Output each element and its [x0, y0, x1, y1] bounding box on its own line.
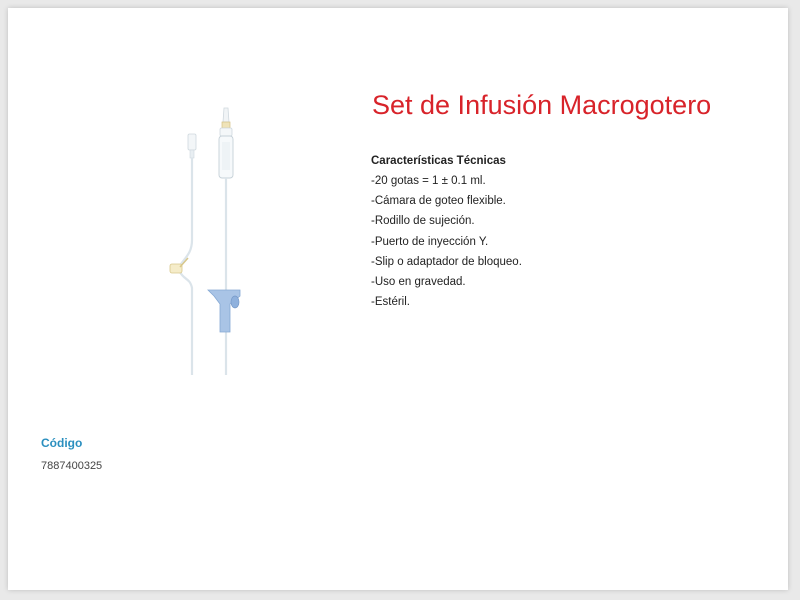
spec-item: -Slip o adaptador de bloqueo. [371, 255, 522, 268]
infusion-set-image [158, 100, 268, 380]
code-label: Código [41, 436, 83, 450]
spec-item: -20 gotas = 1 ± 0.1 ml. [371, 175, 486, 187]
product-title: Set de Infusión Macrogotero [372, 90, 712, 120]
spec-item: -Cámara de goteo flexible. [371, 195, 506, 208]
spec-item: -Puerto de inyección Y. [371, 235, 489, 248]
spec-item: -Rodillo de sujeción. [371, 215, 475, 228]
code-value: 7887400325 [41, 460, 103, 472]
product-sheet [8, 8, 788, 590]
spec-item: -Uso en gravedad. [371, 276, 466, 289]
spec-item: -Estéril. [371, 296, 410, 309]
technical-specs [371, 151, 731, 312]
specs-list [371, 171, 731, 312]
specs-heading: Características Técnicas [371, 155, 506, 167]
